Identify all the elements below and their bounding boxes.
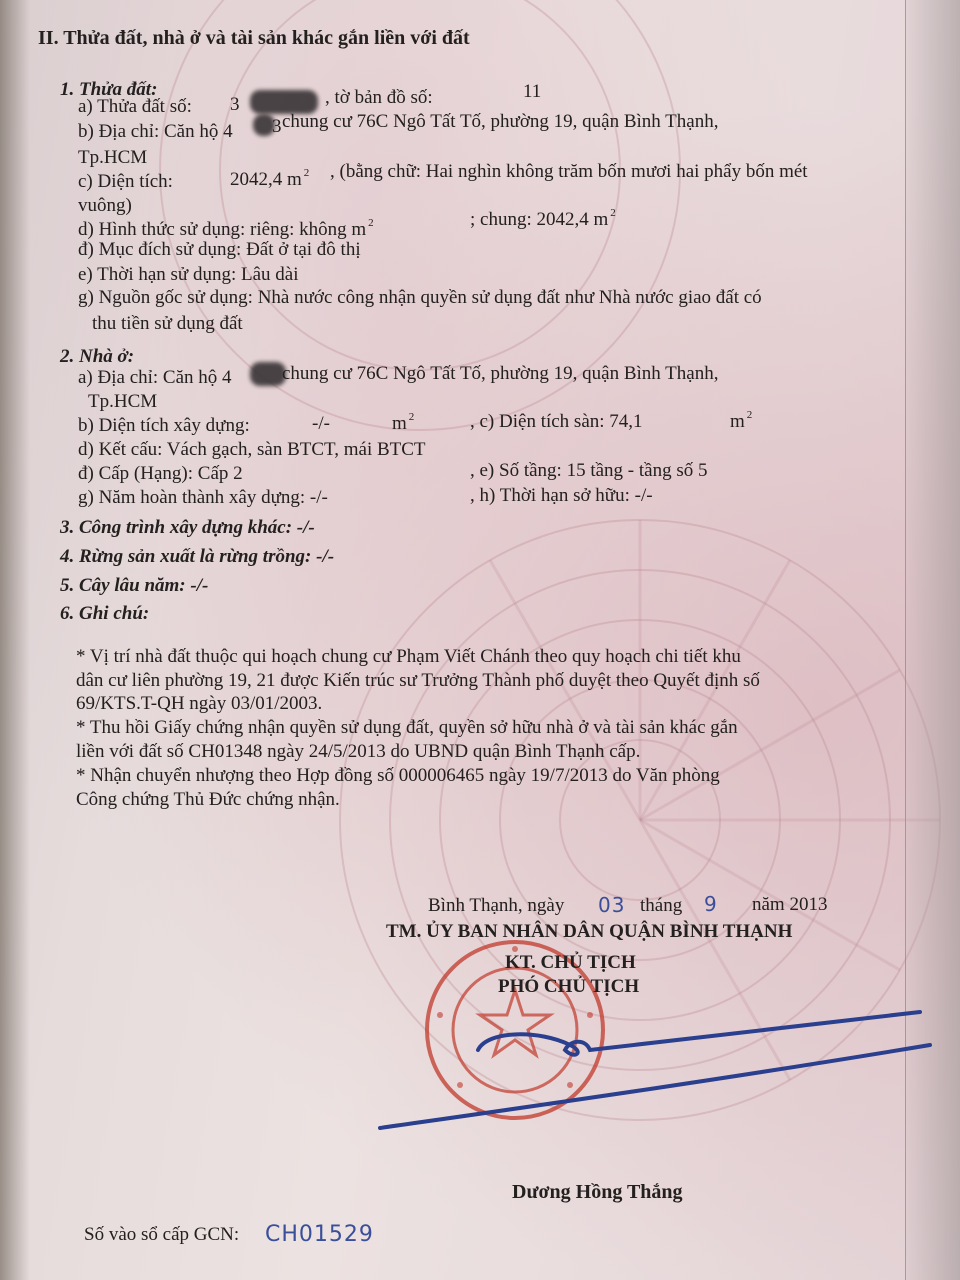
land-origin: g) Nguồn gốc sử dụng: Nhà nước công nhận quyền sử dụng đất như Nhà nước giao đất có: [78, 287, 762, 308]
note-line: * Thu hồi Giấy chứng nhận quyền sử dụng đất, quyền sở hữu nhà ở và tài sản khác gắn: [76, 717, 738, 738]
land-map-label: , tờ bản đồ số:: [325, 87, 433, 108]
house-grade: đ) Cấp (Hạng): Cấp 2: [78, 463, 243, 484]
note-line: dân cư liên phường 19, 21 được Kiến trúc sư Trưởng Thành phố duyệt theo Quyết định số: [76, 670, 760, 691]
house-address-label: a) Địa chỉ: Căn hộ 4: [78, 367, 232, 388]
note-line: 69/KTS.T-QH ngày 03/01/2003.: [76, 693, 323, 714]
house-floor-area-unit: m $^2$: [730, 409, 753, 432]
gcn-label: Số vào sổ cấp GCN:: [84, 1224, 240, 1245]
note-line: Công chứng Thủ Đức chứng nhận.: [76, 789, 340, 810]
house-floor-area: , c) Diện tích sàn: 74,1: [470, 411, 643, 432]
house-address-value: chung cư 76C Ngô Tất Tố, phường 19, quận Bình Thạnh,: [282, 363, 719, 384]
land-address-value: chung cư 76C Ngô Tất Tố, phường 19, quận Bình Thạnh,: [282, 111, 719, 132]
land-usage-shared: ; chung: 2042,4 m $^2$: [470, 207, 616, 230]
note-line: * Vị trí nhà đất thuộc qui hoạch chung cư Phạm Viết Chánh theo quy hoạch chi tiết khu: [76, 646, 741, 667]
land-address-label: b) Địa chỉ: Căn hộ 4: [78, 121, 233, 142]
land-area-words-cont: vuông): [78, 195, 132, 216]
land-area-number: 2042,4 m: [230, 169, 302, 190]
land-map-number: 11: [523, 81, 542, 102]
land-plot-number: 3: [230, 94, 240, 115]
production-forest: 4. Rừng sản xuất là rừng trồng: -/-: [60, 546, 335, 567]
signature-month: 9: [704, 892, 718, 916]
land-origin-cont: thu tiền sử dụng đất: [92, 313, 243, 334]
signature-date-prefix: Bình Thạnh, ngày: [428, 895, 565, 916]
signature-year: năm 2013: [752, 894, 828, 915]
land-usage-form: d) Hình thức sử dụng: riêng: không m $^2$: [78, 217, 374, 240]
house-completion-year: g) Năm hoàn thành xây dựng: -/-: [78, 487, 328, 508]
land-purpose: đ) Mục đích sử dụng: Đất ở tại đô thị: [78, 239, 361, 260]
signature-role-2: PHÓ CHỦ TỊCH: [498, 976, 640, 997]
signer-name: Dương Hồng Thắng: [512, 1181, 683, 1203]
land-term: e) Thời hạn sử dụng: Lâu dài: [78, 264, 299, 285]
signature-organization: TM. ỦY BAN NHÂN DÂN QUẬN BÌNH THẠNH: [386, 921, 793, 942]
signature-day: 03: [598, 893, 626, 917]
land-area-label: c) Diện tích:: [78, 171, 173, 192]
land-section-title: 1. Thửa đất:: [60, 79, 158, 100]
land-usage-shared-value: ; chung: 2042,4 m: [470, 209, 609, 230]
other-construction: 3. Công trình xây dựng khác: -/-: [60, 517, 315, 538]
section-heading: II. Thửa đất, nhà ở và tài sản khác gắn liền với đất: [38, 27, 470, 49]
gcn-number: CH01529: [265, 1222, 374, 1247]
notes-title: 6. Ghi chú:: [60, 603, 150, 624]
land-usage-private: d) Hình thức sử dụng: riêng: không m: [78, 219, 367, 240]
perennial-trees: 5. Cây lâu năm: -/-: [60, 575, 209, 596]
house-build-area-value: -/-: [312, 413, 330, 434]
house-ownership-term: , h) Thời hạn sở hữu: -/-: [470, 485, 653, 506]
note-line: * Nhận chuyển nhượng theo Hợp đồng số 000006465 ngày 19/7/2013 do Văn phòng: [76, 765, 720, 786]
house-floors: , e) Số tầng: 15 tầng - tầng số 5: [470, 460, 708, 481]
house-section-title: 2. Nhà ở:: [60, 346, 135, 367]
house-structure: d) Kết cấu: Vách gạch, sàn BTCT, mái BTCT: [78, 439, 426, 460]
house-build-area-unit-text: m: [392, 413, 407, 434]
land-plot-label: a) Thửa đất số:: [78, 96, 192, 117]
signature-month-label: tháng: [640, 895, 683, 916]
land-area-value: 2042,4 m $^2$: [230, 167, 310, 190]
land-address-city: Tp.HCM: [78, 147, 148, 168]
house-floor-area-unit-text: m: [730, 411, 745, 432]
house-build-area-unit: m $^2$: [392, 411, 415, 434]
note-line: liền với đất số CH01348 ngày 24/5/2013 do UBND quận Bình Thạnh cấp.: [76, 741, 641, 762]
land-address-fragment: 3: [272, 116, 282, 137]
signature-role-1: KT. CHỦ TỊCH: [505, 952, 636, 973]
land-area-words: , (bằng chữ: Hai nghìn không trăm bốn mươi hai phẩy bốn mét: [330, 161, 808, 182]
house-address-city: Tp.HCM: [88, 391, 158, 412]
house-build-area-label: b) Diện tích xây dựng:: [78, 415, 250, 436]
